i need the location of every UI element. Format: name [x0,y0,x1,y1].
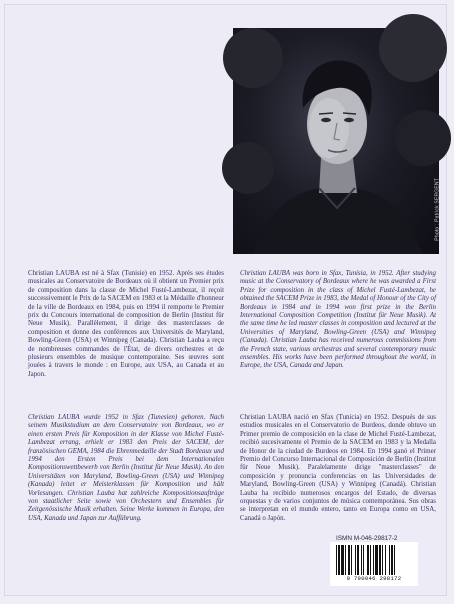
barcode [330,542,418,586]
ismn-code: ISMN M-046-29817-2 [336,535,398,542]
barcode-number: 9 790046 298172 [346,575,402,582]
portrait-drawing [233,28,439,254]
biography-german: Christian LAUBA wurde 1952 in Sfax (Tunesien) geboren. Nach seinem Musikstudium an dem Conservatoire von Bordeaux, wo er einen ersten Preis für Komposition in der Klasse von Michel Fusté-Lambezat errang, erhielt er 1983 den Preis der SACEM, der französischen GEMA, 1984 die Ehrenmedaille der Stadt Bordeaux und 1994 den Ersten Preis bei dem Internationalen Kompositionswettbewerb von Berlin (Institut für Neue Musik). An den Universitäten von Maryland, Bowling-Green (USA) und Winnipeg (Kanada) leitet er Meisterklassen für Komposition und hält Vorlesungen. Christian Lauba hat zahlreiche Kompositionsaufträge von staatlicher Seite sowie von Orchestern und Ensembles für Zeitgenössische Musik erhalten. Seine Werke kommen in Europa, den USA, Kanada und Japan zur Aufführung. [28,414,224,522]
barcode-bars [336,545,412,575]
biography-spanish: Christian LAUBA nació en Sfax (Tunicia) en 1952. Después de sus estudios musicales en el Conservatorio de Burdeos, donde obtuvo un Primer premio de composición en la clase de Michel Fusté-Lambezat, recibió sucesivamente el Premio de la SACEM en 1983 y la Medalla de Honor de la ciudad de Burdeos en 1984. En 1994 ganó el Primer Premio del Concurso Internacional de Composición de Berlín (Institut für Neue Musik). Paralelamente dirige "masterclasses" de composición y pronuncia conferencias en las Universidades de Maryland, Bowling-Green (USA) y Winnipeg (Canadá). Christian Lauba ha recibido numerosos encargos del Estado, de diversas orquestas y de varios conjuntos de música contemporánea. Sus obras se interpretan en el mundo entero, tanto en Europa como en USA, Canadá o Japón. [240,414,436,522]
biography-english: Christian LAUBA was born in Sfax, Tunisia, in 1952. After studying music at the Conservatory of Bordeaux where he was awarded a First Prize for composition in the class of Michel Fusté-Lambezat, he obtained the SACEM Prize in 1983, the Medal of Honour of the City of Bordeaux in 1984 and in 1994 won first prize in the Berlin International Composition Competition (Institut für Neue Musik). At the same time he led master classes in composition and lectured at the Universities of Maryland, Bowling-Green (USA) and Winnipeg (Canada). Christian Lauba has received numerous commissions from the French state, various orchestras and several contemporary music ensembles. His works have been performed throughout the world, in Europe, the USA, Canada and Japan. [240,270,436,370]
composer-photo [233,28,439,254]
biography-french: Christian LAUBA est né à Sfax (Tunisie) en 1952. Après ses études musicales au Conservatoire de Bordeaux où il obtient un Premier prix de composition dans la classe de Michel Fusté-Lambezat, il reçoit successivement le Prix de la SACEM en 1983 et la Médaille d'honneur de la ville de Bordeaux en 1984, puis en 1994 il remporte le Premier prix du Concours international de composition de Berlin (Institut für Neue Musik). Parallèlement, il dirige des masterclasses de composition et donne des conférences aux Universités de Maryland, Bowling-Green (USA) et Winnipeg (Canada). Christian Lauba a reçu de nombreuses commandes de l'État, de divers orchestres et de plusieurs ensembles de musique contemporaine. Ses œuvres sont jouées à travers le monde : en Europe, aux USA, au Canada et au Japon. [28,270,224,378]
photo-credit: Photo : Patrick SERGENT [435,178,441,241]
